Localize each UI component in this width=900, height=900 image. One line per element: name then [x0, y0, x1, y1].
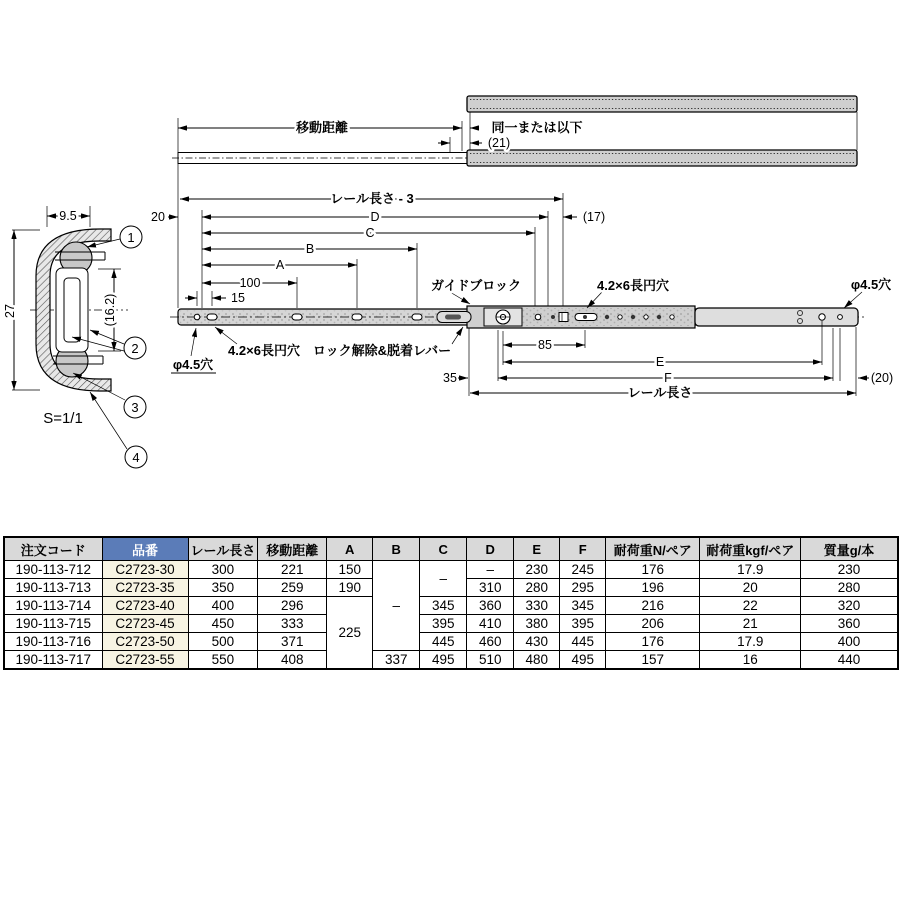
cell-travel: 259 — [258, 579, 327, 597]
cell-C: 395 — [420, 615, 467, 633]
dim-width: 9.5 — [59, 209, 77, 223]
dim-A: A — [275, 258, 285, 272]
dim-15: 15 — [231, 291, 245, 305]
svg-text:4: 4 — [132, 450, 140, 465]
scale-label: S=1/1 — [43, 410, 83, 427]
col-header-rail-length: レール長さ — [188, 537, 258, 561]
cell-A: 150 — [327, 561, 373, 579]
travel-label: 移動距離 — [295, 120, 349, 135]
dim-height: 27 — [3, 304, 17, 318]
col-header-E: E — [514, 537, 560, 561]
slot-hole-label-bottom: 4.2×6長円穴 — [228, 343, 300, 358]
cell-part-no: C2723-40 — [102, 597, 188, 615]
cell-E: 230 — [514, 561, 560, 579]
cell-rail-length: 500 — [188, 633, 258, 651]
cell-A: 225 — [327, 597, 373, 670]
cell-travel: 408 — [258, 651, 327, 670]
cell-F: 245 — [560, 561, 606, 579]
col-header-load-n: 耐荷重N/ペア — [606, 537, 700, 561]
cell-E: 480 — [514, 651, 560, 670]
cell-F: 395 — [560, 615, 606, 633]
cell-travel: 296 — [258, 597, 327, 615]
outer-member-bar — [467, 96, 857, 112]
cell-travel: 221 — [258, 561, 327, 579]
col-header-B: B — [373, 537, 420, 561]
cell-D: 410 — [467, 615, 514, 633]
dim-100: 100 — [239, 276, 261, 290]
dim-inner-height: (16.2) — [103, 293, 117, 327]
rail-length-label: レール長さ — [627, 385, 693, 400]
cell-load-n: 176 — [606, 633, 700, 651]
cell-F: 295 — [560, 579, 606, 597]
inner-rail-profile — [53, 252, 105, 364]
cell-load-n: 216 — [606, 597, 700, 615]
cell-mass: 320 — [801, 597, 898, 615]
cell-C: 445 — [420, 633, 467, 651]
slot-hole — [412, 314, 422, 320]
cell-load-kgf: 17.9 — [700, 633, 801, 651]
closed-view — [170, 277, 893, 400]
svg-text:2: 2 — [131, 341, 139, 356]
round-hole-label-right: φ4.5穴 — [850, 277, 892, 292]
cell-travel: 333 — [258, 615, 327, 633]
slot-hole — [292, 314, 302, 320]
lock-lever-label: ロック解除&脱着レバー — [312, 343, 452, 358]
cell-E: 280 — [514, 579, 560, 597]
cell-rail-length: 450 — [188, 615, 258, 633]
cell-F: 345 — [560, 597, 606, 615]
dim-F: F — [664, 371, 672, 385]
cell-rail-length: 300 — [188, 561, 258, 579]
same-or-less-label: 同一または以下 — [491, 120, 583, 135]
round-hole — [838, 315, 843, 320]
cell-order-code: 190-113-714 — [4, 597, 102, 615]
dim-20: 20 — [151, 210, 165, 224]
cell-order-code: 190-113-712 — [4, 561, 102, 579]
svg-text:1: 1 — [127, 230, 135, 245]
cell-load-kgf: 17.9 — [700, 561, 801, 579]
dim-21: (21) — [487, 136, 511, 150]
col-header-A: A — [327, 537, 373, 561]
cell-F: 495 — [560, 651, 606, 670]
guide-block-label: ガイドブロック — [431, 278, 521, 293]
cell-A: 190 — [327, 579, 373, 597]
cell-order-code: 190-113-713 — [4, 579, 102, 597]
table-row — [4, 561, 898, 579]
cell-D: 360 — [467, 597, 514, 615]
dim-E: E — [655, 355, 665, 369]
cell-E: 330 — [514, 597, 560, 615]
cell-load-n: 196 — [606, 579, 700, 597]
cell-C: – — [420, 561, 467, 597]
table-row — [4, 633, 898, 651]
col-header-order-code: 注文コード — [4, 537, 102, 561]
cell-rail-length: 550 — [188, 651, 258, 670]
cell-order-code: 190-113-717 — [4, 651, 102, 670]
cell-mass: 400 — [801, 633, 898, 651]
dim-D: D — [370, 210, 380, 224]
cell-rail-length: 350 — [188, 579, 258, 597]
header-row — [4, 537, 898, 561]
dim-17: (17) — [582, 210, 606, 224]
slot-hole — [207, 314, 217, 320]
rail-minus3-label: レール長さ - 3 — [330, 191, 414, 206]
cell-rail-length: 400 — [188, 597, 258, 615]
spec-table — [3, 536, 899, 670]
cross-section-view — [3, 206, 147, 468]
cell-E: 380 — [514, 615, 560, 633]
col-header-F: F — [560, 537, 606, 561]
cell-load-n: 157 — [606, 651, 700, 670]
cell-part-no: C2723-50 — [102, 633, 188, 651]
cell-part-no: C2723-55 — [102, 651, 188, 670]
cell-load-kgf: 20 — [700, 579, 801, 597]
dim-C: C — [365, 226, 375, 240]
extended-view — [151, 96, 857, 308]
dim-35: 35 — [443, 371, 457, 385]
cell-load-kgf: 16 — [700, 651, 801, 670]
svg-text:3: 3 — [131, 400, 139, 415]
table-row — [4, 597, 898, 615]
slot-hole-label-top: 4.2×6長円穴 — [597, 278, 669, 293]
cell-B: – — [373, 561, 420, 651]
cell-part-no: C2723-45 — [102, 615, 188, 633]
table-row — [4, 651, 898, 670]
cell-D: 510 — [467, 651, 514, 670]
dim-B: B — [305, 242, 315, 256]
col-header-part-no: 品番 — [102, 537, 188, 561]
cell-load-n: 176 — [606, 561, 700, 579]
outer-member-closed — [467, 150, 857, 166]
cell-travel: 371 — [258, 633, 327, 651]
col-header-travel: 移動距離 — [258, 537, 327, 561]
cell-C: 495 — [420, 651, 467, 670]
col-header-mass: 質量g/本 — [801, 537, 898, 561]
col-header-load-kgf: 耐荷重kgf/ペア — [700, 537, 801, 561]
round-hole — [819, 314, 825, 320]
cell-mass: 230 — [801, 561, 898, 579]
cell-load-kgf: 21 — [700, 615, 801, 633]
cell-D: 310 — [467, 579, 514, 597]
cell-load-n: 206 — [606, 615, 700, 633]
round-hole — [194, 314, 200, 320]
col-header-D: D — [467, 537, 514, 561]
cell-B: 337 — [373, 651, 420, 670]
cell-load-kgf: 22 — [700, 597, 801, 615]
cell-part-no: C2723-35 — [102, 579, 188, 597]
cell-F: 445 — [560, 633, 606, 651]
cell-E: 430 — [514, 633, 560, 651]
cell-D: 460 — [467, 633, 514, 651]
cell-mass: 280 — [801, 579, 898, 597]
cell-mass: 440 — [801, 651, 898, 670]
cell-mass: 360 — [801, 615, 898, 633]
dim-20-paren: (20) — [870, 371, 894, 385]
cell-D: – — [467, 561, 514, 579]
cell-order-code: 190-113-716 — [4, 633, 102, 651]
dim-85: 85 — [538, 338, 552, 352]
inner-rail-closed — [695, 308, 858, 326]
slot-hole — [352, 314, 362, 320]
cell-C: 345 — [420, 597, 467, 615]
cell-part-no: C2723-30 — [102, 561, 188, 579]
col-header-C: C — [420, 537, 467, 561]
cell-order-code: 190-113-715 — [4, 615, 102, 633]
round-hole-label-left: φ4.5穴 — [172, 357, 214, 372]
table-row — [4, 615, 898, 633]
